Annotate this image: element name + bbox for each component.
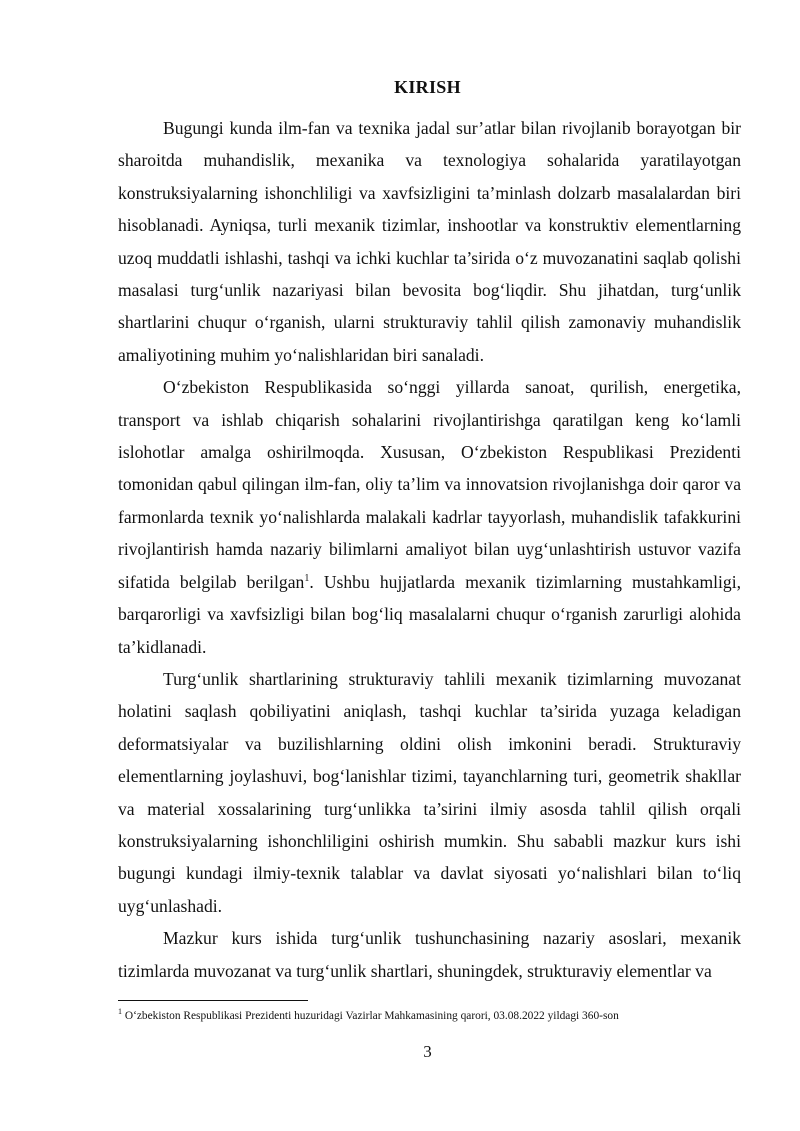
page-number: 3 — [423, 1042, 432, 1061]
section-title: KIRISH — [394, 77, 461, 97]
paragraph-4: Mazkur kurs ishida turg‘unlik tushunchasining nazariy asoslari, mexanik tizimlarda muvozanat va turg‘unlik shartlari, shuningdek, strukturaviy elementlar va — [118, 928, 741, 981]
paragraph-2-text-after-ref: . Ushbu hujjatlarda mexanik tizimlarning mustahkamligi, barqarorligi va xavfsizligi bilan bog‘liq masalalarni chuqur o‘rganish zarurligi alohida ta’kidlanadi. — [118, 571, 741, 657]
paragraph-2-text-before-ref: O‘zbekiston Respublikasida so‘nggi yillarda sanoat, qurilish, energetika, transport va ishlab chiqarish sohalarini rivojlantirishga qaratilgan keng ko‘lamli islohotlar amalga oshirilmoqda. Xususan, O‘zbekiston Respublikasi Prezidenti tomonidan qabul qilingan ilm-fan, oliy ta’lim va innovatsion rivojlanishga doir qaror va farmonlarda texnik yo‘nalishlarda malakali kadrlar tayyorlash, muhandislik tafakkurini rivojlantirish hamda nazariy bilimlarni amaliyot bilan uyg‘unlashtirish ustuvor vazifa sifatida belgilab berilgan — [118, 377, 741, 592]
footnote — [118, 1008, 758, 1024]
paragraph-1: Bugungi kunda ilm-fan va texnika jadal sur’atlar bilan rivojlanib borayotgan bir sharoitda muhandislik, mexanika va texnologiya sohalarida yaratilayotgan konstruksiyalarning ishonchliligi va xavfsizligini ta’minlash dolzarb masalalardan biri hisoblanadi. Ayniqsa, turli mexanik tizimlar, inshootlar va konstruktiv elementlarning uzoq muddatli ishlashi, tashqi va ichki kuchlar ta’sirida o‘z muvozanatini saqlab qolishi masalasi turg‘unlik nazariyasi bilan bevosita bog‘liqdir. Shu jihatdan, turg‘unlik shartlarini chuqur o‘rganish, ularni strukturaviy tahlil qilish zamonaviy muhandislik amaliyotining muhim yo‘nalishlaridan biri sanaladi. — [118, 118, 741, 365]
paragraph-3: Turg‘unlik shartlarining strukturaviy tahlili mexanik tizimlarning muvozanat holatini saqlash qobiliyatini aniqlash, tashqi kuchlar ta’sirida yuzaga keladigan deformatsiyalar va buzilishlarning oldini olish imkonini beradi. Strukturaviy elementlarning joylashuvi, bog‘lanishlar tizimi, tayanchlarning turi, geometrik shakllar va material xossalarining turg‘unlikka ta’sirini ilmiy asosda tahlil qilish orqali konstruksiyalarning ishonchliligini oshirish mumkin. Shu sababli mazkur kurs ishi bugungi kundagi ilmiy-texnik talablar va davlat siyosati yo‘nalishlari bilan to‘liq uyg‘unlashadi. — [118, 668, 741, 916]
body-text — [118, 112, 741, 987]
footnote-mark: 1 — [118, 1007, 122, 1017]
paragraph-2 — [118, 371, 741, 663]
footnote-separator — [118, 1000, 308, 1001]
footnote-reference-mark: 1 — [304, 572, 310, 584]
footnote-text: O‘zbekiston Respublikasi Prezidenti huzuridagi Vazirlar Mahkamasining qarori, 03.08.2022 yildagi 360-son — [122, 1010, 619, 1022]
